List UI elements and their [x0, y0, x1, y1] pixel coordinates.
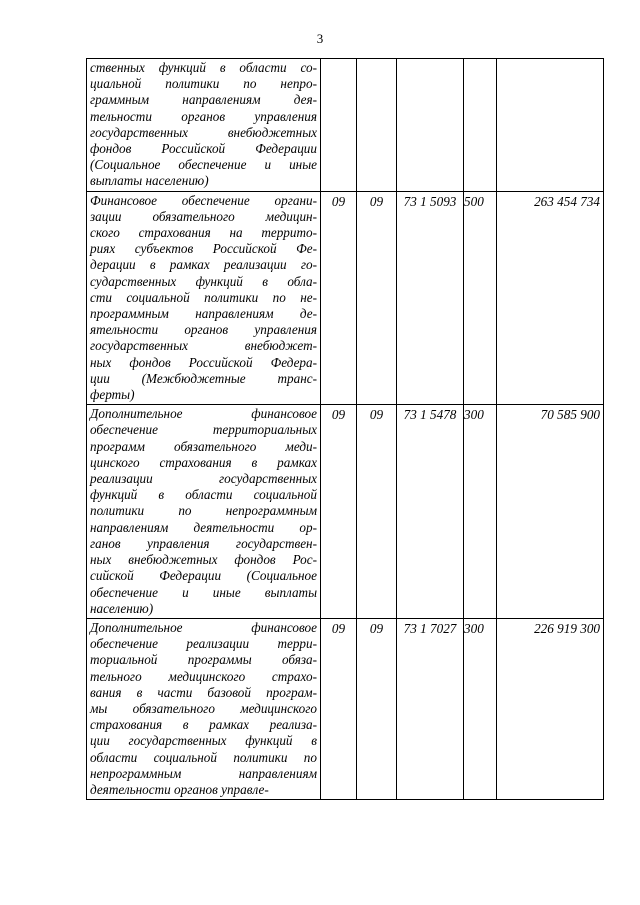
description-line: государственных внебюджет- [90, 338, 317, 354]
subsection-code: 09 [357, 618, 397, 799]
amount-value [497, 59, 604, 192]
expense-description [87, 405, 321, 619]
description-line: ных внебюджетных фондов Рос- [90, 552, 317, 568]
description-line: государственных внебюджетных [90, 124, 317, 140]
expense-description [87, 59, 321, 192]
table-row [87, 191, 604, 405]
description-line: ственных функций в области со- [90, 60, 317, 75]
table-row [87, 405, 604, 619]
expense-type-code [464, 59, 497, 192]
description-line: ского страхования на террито- [90, 225, 317, 241]
table-body [87, 59, 604, 800]
description-line: цинского страхования в рамках [90, 454, 317, 470]
description-line: вания в части базовой програм- [90, 684, 317, 700]
amount-value: 226 919 300 [497, 618, 604, 799]
subsection-code [357, 59, 397, 192]
description-line: граммным направлениям дея- [90, 92, 317, 108]
subsection-code: 09 [357, 405, 397, 619]
description-line: ции государственных функций в [90, 733, 317, 749]
expense-type-code: 500 [464, 191, 497, 405]
description-line: (Социальное обеспечение и иные [90, 157, 317, 173]
description-line: ториальной программы обяза- [90, 652, 317, 668]
description-line: тельного медицинского страхо- [90, 668, 317, 684]
table-row [87, 59, 604, 192]
target-article-code: 73 1 5093 [397, 191, 464, 405]
subsection-code: 09 [357, 191, 397, 405]
description-line: направлениям деятельности ор- [90, 519, 317, 535]
description-line: программ обязательного меди- [90, 438, 317, 454]
description-line: непрограммным направлениям [90, 765, 317, 781]
target-article-code [397, 59, 464, 192]
description-line: ганов управления государствен- [90, 535, 317, 551]
description-line: циальной политики по непро- [90, 76, 317, 92]
description-line: ферты) [90, 387, 135, 403]
expense-description [87, 191, 321, 405]
section-code: 09 [321, 405, 357, 619]
description-line: программным направлениям де- [90, 306, 317, 322]
description-line: зации обязательного медицин- [90, 208, 317, 224]
description-line: дерации в рамках реализации го- [90, 257, 317, 273]
description-line: фондов Российской Федерации [90, 141, 317, 157]
description-line: тельности органов управления [90, 108, 317, 124]
description-line: населению) [90, 600, 154, 616]
description-line: риях субъектов Российской Фе- [90, 241, 317, 257]
table-row [87, 618, 604, 799]
description-line: ных фондов Российской Федера- [90, 354, 317, 370]
budget-table [86, 58, 604, 800]
page-number: 3 [316, 31, 324, 46]
amount-value: 263 454 734 [497, 191, 604, 405]
expense-type-code: 300 [464, 618, 497, 799]
expense-type-code: 300 [464, 405, 497, 619]
description-line: сийской Федерации (Социальное [90, 568, 317, 584]
description-line: ции (Межбюджетные транс- [90, 370, 317, 386]
amount-value: 70 585 900 [497, 405, 604, 619]
description-line: обеспечение территориальных [90, 422, 317, 438]
description-line: Дополнительное финансовое [90, 406, 317, 422]
section-code: 09 [321, 191, 357, 405]
description-line: сударственных функций в обла- [90, 273, 317, 289]
description-line: обеспечение реализации терри- [90, 636, 317, 652]
description-line: выплаты населению) [90, 173, 209, 189]
expense-description [87, 618, 321, 799]
description-line: реализации государственных [90, 471, 317, 487]
description-line: политики по непрограммным [90, 503, 317, 519]
description-line: Дополнительное финансовое [90, 619, 317, 635]
description-line: сти социальной политики по не- [90, 289, 317, 305]
section-code [321, 59, 357, 192]
target-article-code: 73 1 7027 [397, 618, 464, 799]
section-code: 09 [321, 618, 357, 799]
description-line: обеспечение и иные выплаты [90, 584, 317, 600]
description-line: ятельности органов управления [90, 322, 317, 338]
description-line: страхования в рамках реализа- [90, 717, 317, 733]
target-article-code: 73 1 5478 [397, 405, 464, 619]
description-line: Финансовое обеспечение органи- [90, 192, 317, 208]
description-line: области социальной политики по [90, 749, 317, 765]
description-line: деятельности органов управле- [90, 781, 269, 797]
description-line: мы обязательного медицинского [90, 700, 317, 716]
description-line: функций в области социальной [90, 487, 317, 503]
